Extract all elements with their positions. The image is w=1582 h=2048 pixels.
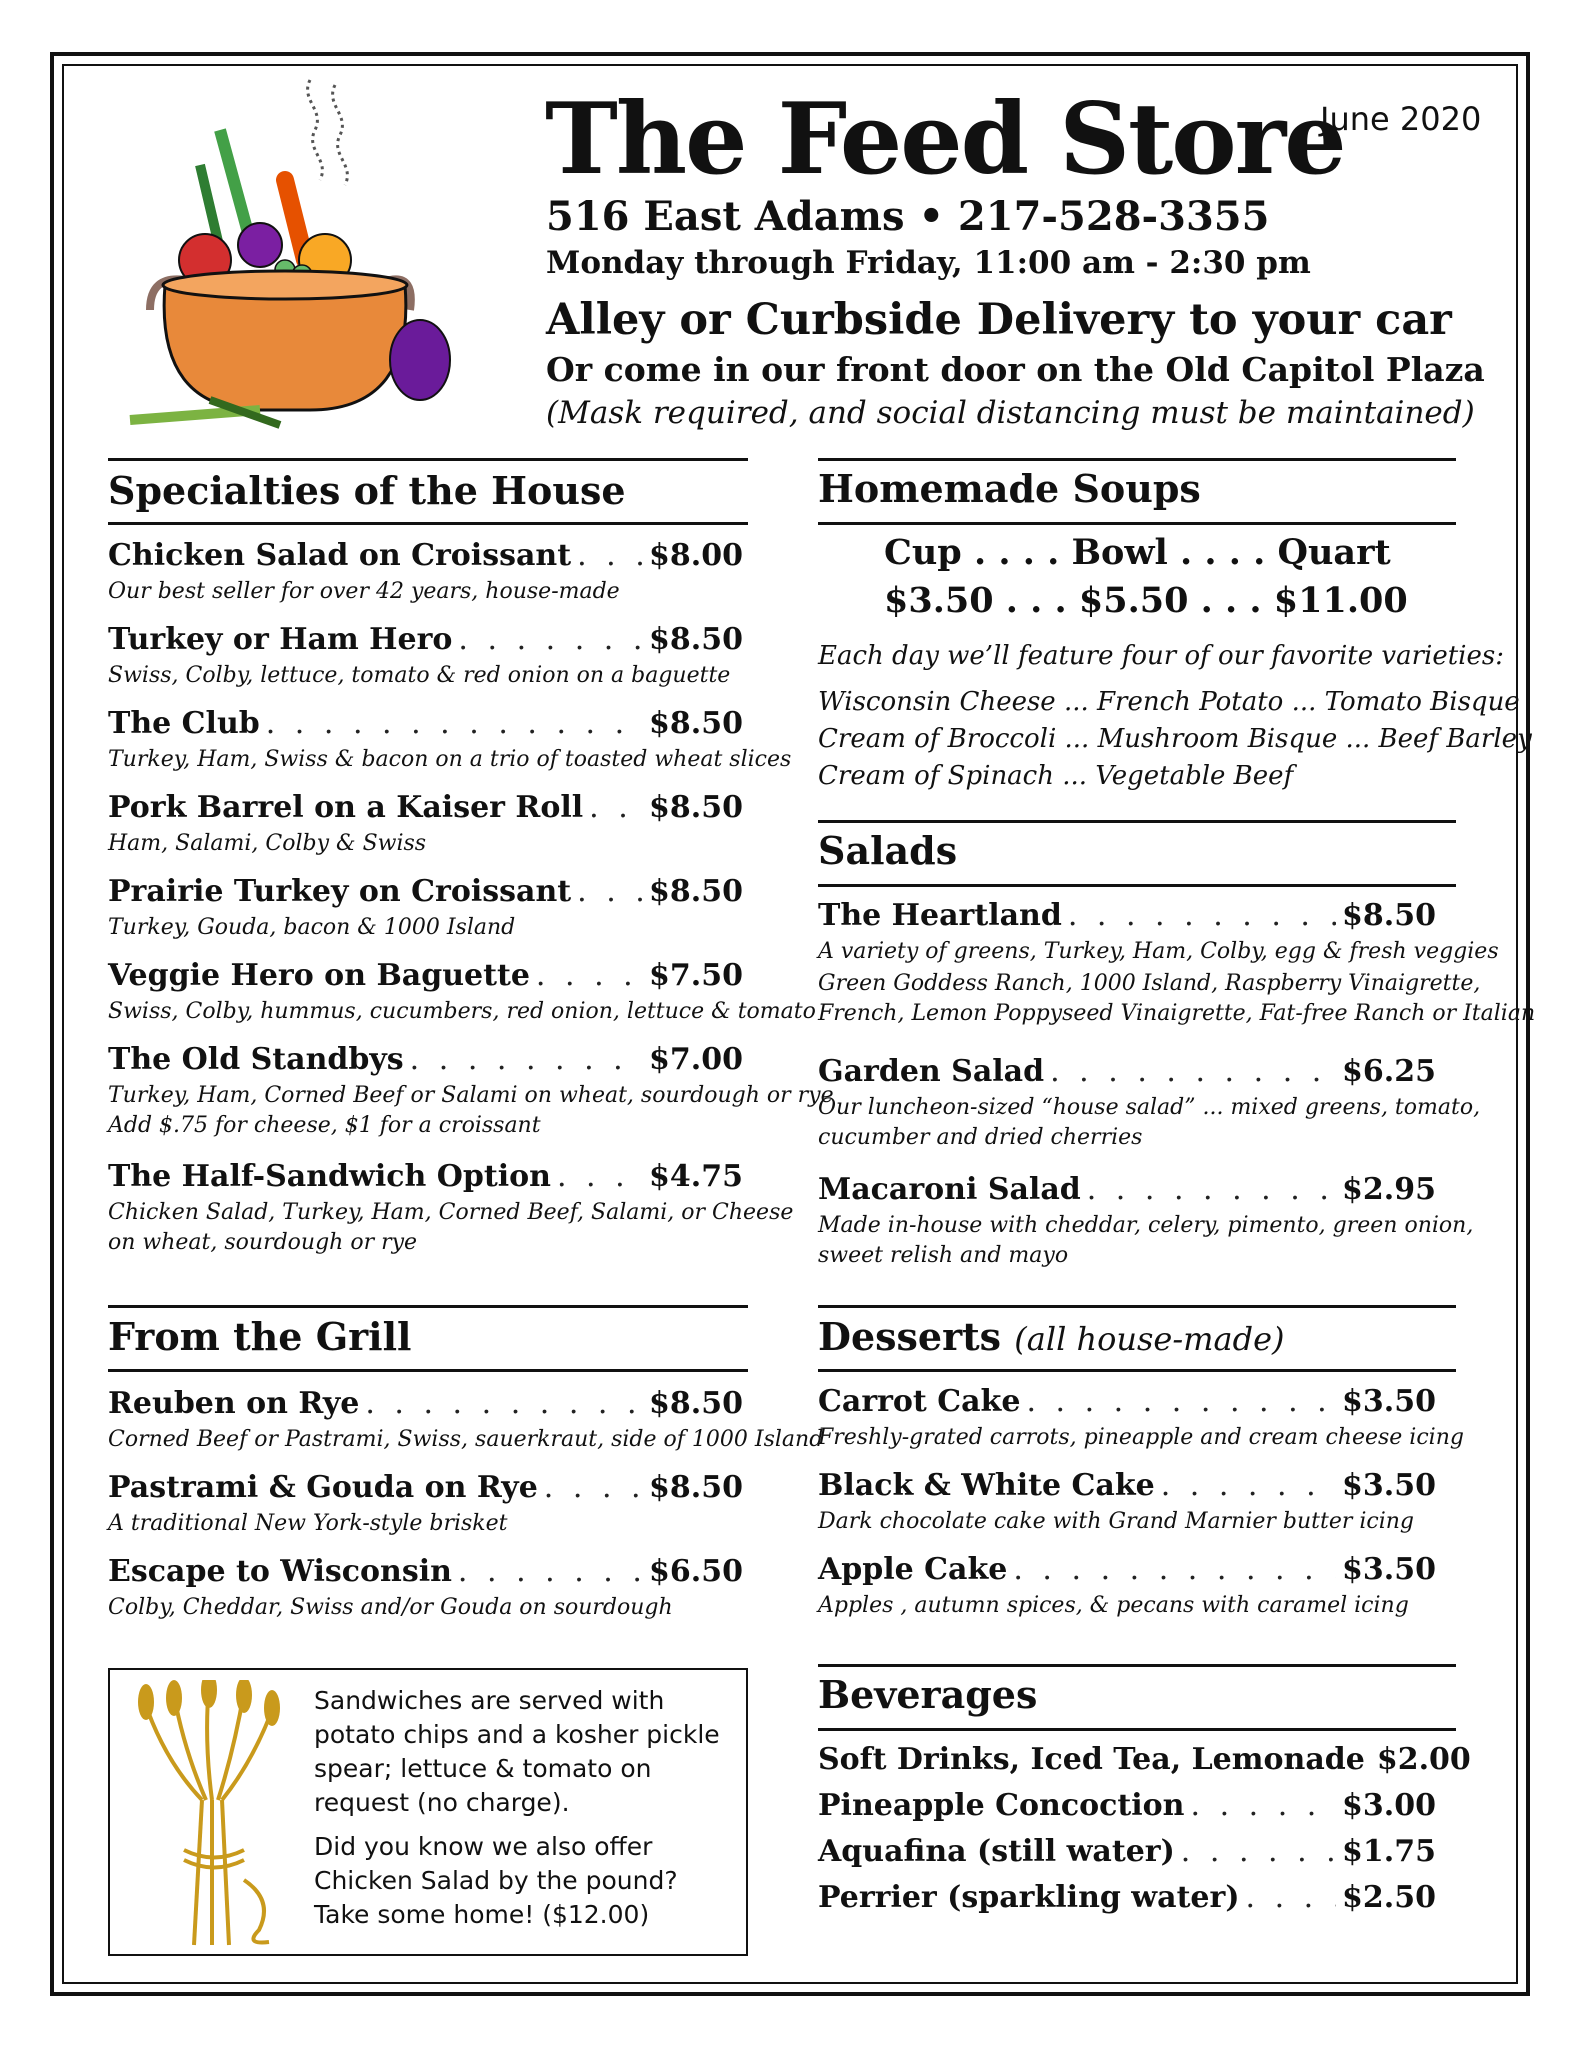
box-line: request (no charge). — [314, 1788, 570, 1817]
item-price: $8.50 — [649, 706, 743, 741]
item-description: Turkey, Gouda, bacon & 1000 Island — [108, 915, 516, 940]
item-price: $8.50 — [649, 874, 743, 909]
leader-dots — [1026, 1384, 1336, 1419]
desserts-title: Desserts — [818, 1314, 1002, 1359]
item-price: $2.00 — [1376, 1742, 1471, 1777]
item-description: Swiss, Colby, lettuce, tomato & red onion on a baguette — [108, 663, 731, 688]
item-description: Freshly-grated carrots, pineapple and cream cheese icing — [818, 1425, 1464, 1450]
item-name: Macaroni Salad — [818, 1172, 1081, 1207]
menu-item — [108, 1386, 824, 1455]
item-description: A variety of greens, Turkey, Ham, Colby, egg & fresh veggies — [818, 939, 1499, 964]
item-price: $8.00 — [649, 538, 743, 573]
section-rule — [818, 1664, 1456, 1667]
item-description: Turkey, Ham, Corned Beef or Salami on wheat, sourdough or rye — [108, 1083, 834, 1108]
item-price: $2.50 — [1342, 1880, 1436, 1915]
leader-dots — [1191, 1788, 1337, 1823]
item-price: $8.50 — [649, 1470, 743, 1505]
box-line: Chicken Salad by the pound? — [314, 1866, 678, 1895]
leader-dots — [458, 1554, 643, 1589]
salads-heading: Salads — [818, 828, 958, 873]
item-description: Dark chocolate cake with Grand Marnier butter icing — [818, 1509, 1415, 1534]
section-rule — [108, 522, 748, 525]
soup-variety-line: Cream of Broccoli ... Mushroom Bisque ... Beef Barley — [818, 724, 1532, 754]
item-name: The Old Standbys — [108, 1042, 404, 1077]
soup-sizes: Cup . . . . Bowl . . . . Quart — [884, 532, 1391, 573]
item-description: on wheat, sourdough or rye — [108, 1230, 418, 1255]
wheat-sheaf-icon — [124, 1680, 294, 1948]
beverage-item — [818, 1880, 1436, 1915]
leader-dots — [1246, 1880, 1337, 1915]
leader-dots — [1013, 1552, 1336, 1587]
soups-heading: Homemade Soups — [818, 466, 1201, 511]
item-price: $6.50 — [649, 1554, 743, 1589]
item-description: Made in-house with cheddar, celery, pimento, green onion, — [818, 1213, 1474, 1238]
leader-dots — [365, 1386, 643, 1421]
menu-item — [108, 1042, 834, 1141]
leader-dots — [1050, 1054, 1336, 1089]
item-name: Pineapple Concoction — [818, 1788, 1185, 1823]
leader-dots — [544, 1470, 643, 1505]
item-name: Prairie Turkey on Croissant — [108, 874, 572, 909]
item-name: Soft Drinks, Iced Tea, Lemonade — [818, 1742, 1365, 1777]
item-description: Swiss, Colby, hummus, cucumbers, red onion, lettuce & tomato — [108, 999, 816, 1024]
item-description: Our best seller for over 42 years, house-made — [108, 579, 620, 604]
menu-date: June 2020 — [1320, 100, 1482, 138]
section-rule — [108, 1369, 748, 1372]
item-price: $3.50 — [1342, 1552, 1436, 1587]
leader-dots — [1068, 898, 1336, 933]
menu-item — [108, 790, 743, 859]
desserts-subheading: (all house-made) — [1014, 1320, 1285, 1358]
item-price: $4.75 — [649, 1159, 743, 1194]
item-description: cucumber and dried cherries — [818, 1125, 1143, 1150]
item-price: $7.00 — [649, 1042, 743, 1077]
item-description: Colby, Cheddar, Swiss and/or Gouda on sourdough — [108, 1595, 673, 1620]
leader-dots — [266, 706, 643, 741]
soup-variety-line: Cream of Spinach ... Vegetable Beef — [818, 761, 1294, 791]
item-description: Corned Beef or Pastrami, Swiss, sauerkraut, side of 1000 Island — [108, 1427, 824, 1452]
item-price: $3.00 — [1342, 1788, 1436, 1823]
leader-dots — [577, 538, 643, 573]
item-name: Escape to Wisconsin — [108, 1554, 452, 1589]
box-para-1 — [314, 1684, 720, 1820]
box-line: Did you know we also offer — [314, 1832, 653, 1861]
menu-item — [108, 538, 743, 607]
beverage-item — [818, 1834, 1436, 1869]
beverage-item — [818, 1742, 1471, 1777]
soup-feature-note: Each day we’ll feature four of our favorite varieties: — [818, 641, 1504, 671]
item-name: Perrier (sparkling water) — [818, 1880, 1240, 1915]
item-description: Ham, Salami, Colby & Swiss — [108, 831, 427, 856]
item-price: $8.50 — [649, 622, 743, 657]
box-para-2 — [314, 1830, 678, 1932]
item-name: The Heartland — [818, 898, 1062, 933]
item-name: Turkey or Ham Hero — [108, 622, 453, 657]
item-description: French, Lemon Poppyseed Vinaigrette, Fat-free Ranch or Italian — [818, 1001, 1536, 1026]
item-name: Reuben on Rye — [108, 1386, 360, 1421]
item-name: Apple Cake — [818, 1552, 1008, 1587]
item-name: The Half-Sandwich Option — [108, 1159, 551, 1194]
menu-item — [108, 706, 792, 775]
section-rule — [818, 1369, 1456, 1372]
delivery-note: Alley or Curbside Delivery to your car — [546, 295, 1452, 345]
item-price: $8.50 — [649, 790, 743, 825]
item-name: Garden Salad — [818, 1054, 1045, 1089]
item-price: $3.50 — [1342, 1384, 1436, 1419]
leader-dots — [557, 1159, 643, 1194]
item-price: $8.50 — [1342, 898, 1436, 933]
item-name: The Club — [108, 706, 260, 741]
item-description: Turkey, Ham, Swiss & bacon on a trio of toasted wheat slices — [108, 747, 792, 772]
leader-dots — [589, 790, 643, 825]
leader-dots — [410, 1042, 643, 1077]
info-box — [108, 1668, 748, 1956]
item-name: Aquafina (still water) — [818, 1834, 1175, 1869]
item-description: sweet relish and mayo — [818, 1243, 1069, 1268]
leader-dots — [536, 958, 643, 993]
item-price: $7.50 — [649, 958, 743, 993]
menu-item — [108, 874, 743, 943]
item-description: Add $.75 for cheese, $1 for a croissant — [108, 1113, 541, 1138]
item-price: $6.25 — [1342, 1054, 1436, 1089]
menu-item — [108, 622, 743, 691]
box-line: spear; lettuce & tomato on — [314, 1754, 652, 1783]
menu-item — [818, 1552, 1436, 1621]
item-description: A traditional New York-style brisket — [108, 1511, 508, 1536]
item-name: Carrot Cake — [818, 1384, 1021, 1419]
item-description: Chicken Salad, Turkey, Ham, Corned Beef, Salami, or Cheese — [108, 1200, 794, 1225]
front-door-note: Or come in our front door on the Old Capitol Plaza — [546, 350, 1485, 389]
menu-item — [818, 898, 1536, 1029]
section-rule — [818, 884, 1456, 887]
mask-note: (Mask required, and social distancing must be maintained) — [546, 395, 1475, 431]
menu-item — [818, 1054, 1481, 1153]
section-rule — [818, 1305, 1456, 1308]
box-line: potato chips and a kosher pickle — [314, 1720, 720, 1749]
menu-item — [818, 1384, 1464, 1453]
item-name: Veggie Hero on Baguette — [108, 958, 530, 993]
menu-item — [108, 1554, 743, 1623]
item-description: Apples , autumn spices, & pecans with caramel icing — [818, 1593, 1409, 1618]
section-rule — [108, 1305, 748, 1308]
leader-dots — [1161, 1468, 1336, 1503]
beverages-heading: Beverages — [818, 1672, 1038, 1717]
soup-prices: $3.50 . . . $5.50 . . . $11.00 — [884, 580, 1408, 621]
business-hours: Monday through Friday, 11:00 am - 2:30 pm — [546, 245, 1311, 281]
leader-dots — [458, 622, 643, 657]
section-rule — [818, 458, 1456, 461]
desserts-heading — [818, 1314, 1284, 1359]
item-description: Our luncheon-sized “house salad” ... mixed greens, tomato, — [818, 1095, 1481, 1120]
section-rule — [108, 458, 748, 461]
item-price: $3.50 — [1342, 1468, 1436, 1503]
section-rule — [818, 820, 1456, 823]
menu-item — [108, 958, 816, 1027]
menu-item — [818, 1468, 1436, 1537]
menu-item — [108, 1470, 743, 1539]
section-rule — [818, 522, 1456, 525]
leader-dots — [577, 874, 643, 909]
item-name: Chicken Salad on Croissant — [108, 538, 572, 573]
item-description: Green Goddess Ranch, 1000 Island, Raspberry Vinaigrette, — [818, 971, 1481, 996]
beverage-item — [818, 1788, 1436, 1823]
address-phone: 516 East Adams • 217-528-3355 — [546, 193, 1270, 240]
box-line: Sandwiches are served with — [314, 1686, 665, 1715]
item-price: $8.50 — [649, 1386, 743, 1421]
menu-item — [818, 1172, 1474, 1271]
soup-variety-line: Wisconsin Cheese ... French Potato ... Tomato Bisque — [818, 687, 1520, 717]
item-price: $2.95 — [1342, 1172, 1436, 1207]
box-line: Take some home! ($12.00) — [314, 1900, 650, 1929]
item-name: Pork Barrel on a Kaiser Roll — [108, 790, 584, 825]
specialties-heading: Specialties of the House — [108, 468, 626, 513]
item-price: $1.75 — [1342, 1834, 1436, 1869]
item-name: Pastrami & Gouda on Rye — [108, 1470, 538, 1505]
grill-heading: From the Grill — [108, 1314, 412, 1359]
section-rule — [818, 1728, 1456, 1731]
menu-item — [108, 1159, 794, 1258]
vegetable-pot-icon — [110, 70, 460, 430]
leader-dots — [1087, 1172, 1336, 1207]
leader-dots — [1181, 1834, 1336, 1869]
item-name: Black & White Cake — [818, 1468, 1155, 1503]
restaurant-name: The Feed Store — [545, 82, 1345, 197]
